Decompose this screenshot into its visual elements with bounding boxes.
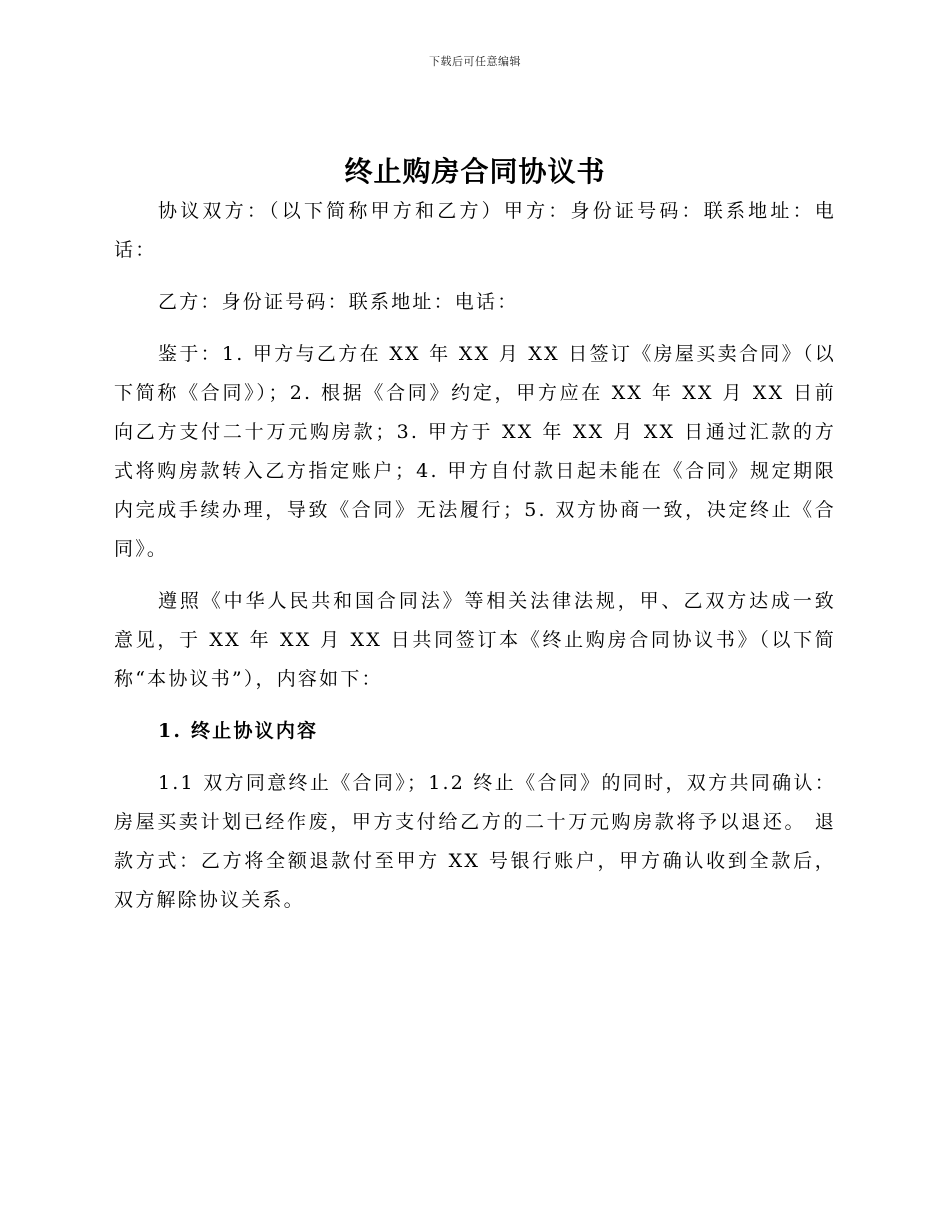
whereas-paragraph: 鉴于：1. 甲方与乙方在 XX 年 XX 月 XX 日签订《房屋买卖合同》（以下简称《合同》）；2. 根据《合同》约定，甲方应在 XX 年 XX 月 XX 日前向乙方支付二十万元购房款；3. 甲方于 XX 年 XX 月 XX 日通过汇款的方式将购房款转入乙方指定账户；4. 甲方自付款日起未能在《合同》规定期限内完成手续办理，导致《合同》无法履行；5. 双方协商一致，决定终止《合同》。 [114,343,836,560]
section-1-paragraph: 1.1 双方同意终止《合同》；1.2 终止《合同》的同时，双方共同确认：房屋买卖计划已经作废，甲方支付给乙方的二十万元购房款将予以退还。 退款方式：乙方将全额退款付至甲方 XX 号银行账户，甲方确认收到全款后，双方解除协议关系。 [114,772,836,911]
parties-paragraph: 协议双方：（以下简称甲方和乙方）甲方：身份证号码：联系地址：电话： [114,200,836,261]
agreement-basis-paragraph: 遵照《中华人民共和国合同法》等相关法律法规，甲、乙双方达成一致意见，于 XX 年 XX 月 XX 日共同签订本《终止购房合同协议书》（以下简称“本协议书”），内容如下： [114,590,836,690]
document-body [114,192,836,933]
page-header-note: 下载后可任意编辑 [429,55,521,68]
section-1-heading: 1. 终止协议内容 [158,720,319,742]
party-b-paragraph: 乙方：身份证号码：联系地址：电话： [158,291,519,313]
document-title: 终止购房合同协议书 [344,155,606,188]
